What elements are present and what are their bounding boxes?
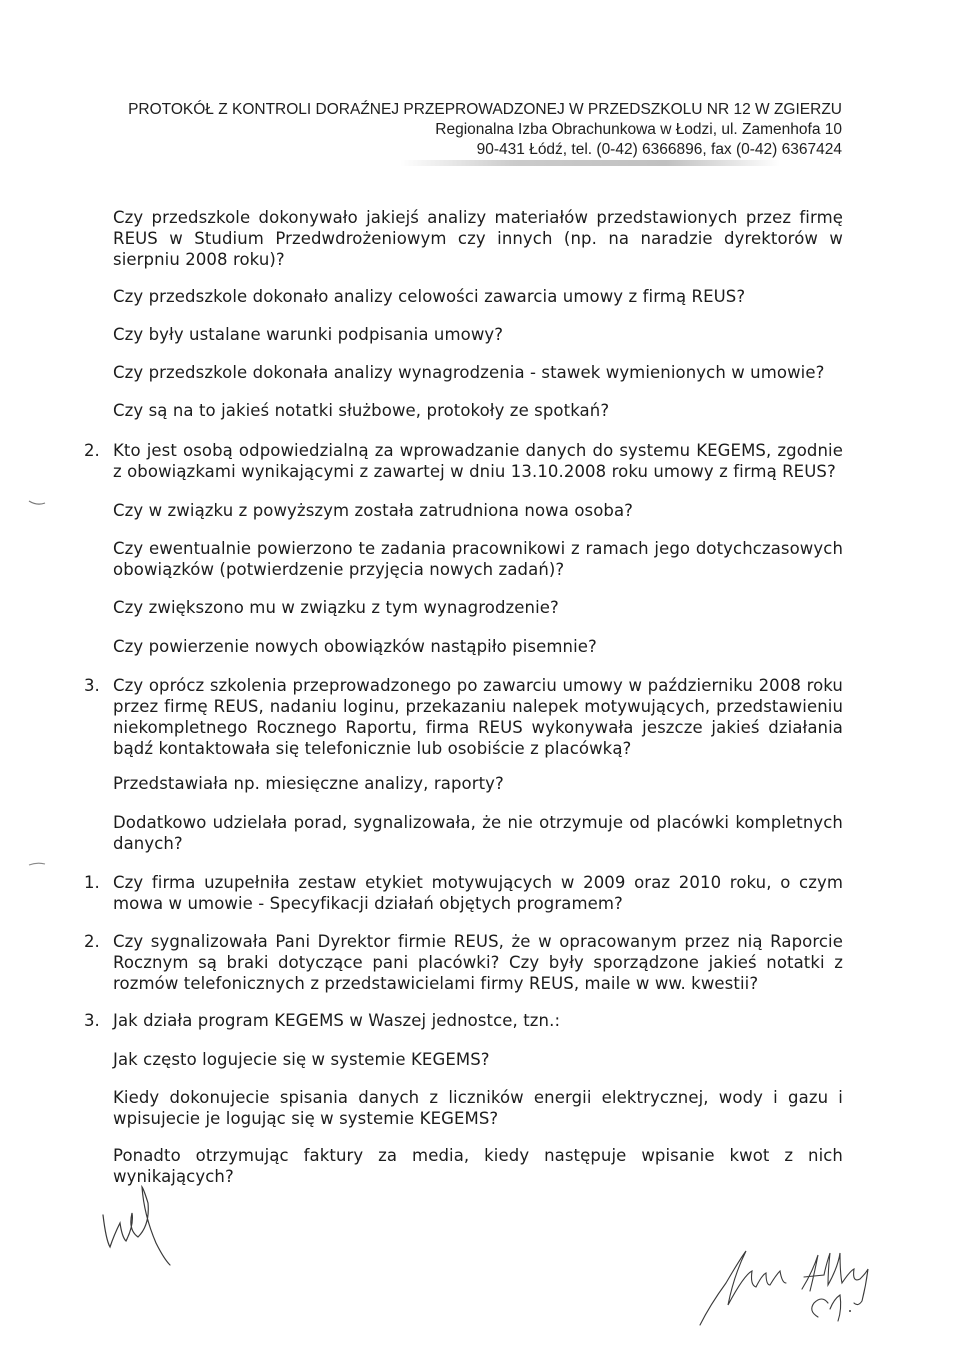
paragraph-13: Dodatkowo udzielała porad, sygnalizowała, że nie otrzymuje od placówki kompletnych danych? [113,813,843,853]
handwritten-signature [690,1245,930,1330]
item-number-1: 1. [84,873,100,892]
item-number-3b: 3. [84,1011,100,1030]
paragraph-3: Czy były ustalane warunki podpisania umowy? [113,325,504,344]
paragraph-4: Czy przedszkole dokonała analizy wynagrodzenia - stawek wymienionych w umowie? [113,363,825,382]
paragraph-2: Czy przedszkole dokonało analizy celowości zawarcia umowy z firmą REUS? [113,287,746,306]
paragraph-19: Ponadto otrzymując faktury za media, kiedy następuje wpisanie kwot z nich wynikających? [113,1146,843,1186]
margin-tick [28,500,46,506]
header-institution: Regionalna Izba Obrachunkowa w Łodzi, ul. Zamenhofa 10 [435,121,842,138]
item-number-3: 3. [84,676,100,695]
header-contact: 90-431 Łódź, tel. (0-42) 6366896, fax (0-42) 6367424 [476,141,842,158]
paragraph-9: Czy zwiększono mu w związku z tym wynagrodzenie? [113,598,559,617]
paragraph-14: Czy firma uzupełniła zestaw etykiet motywujących w 2009 oraz 2010 roku, o czym mowa w umowie - Specyfikacji działań objętych programem? [113,873,843,913]
paragraph-7: Czy w związku z powyższym została zatrudniona nowa osoba? [113,501,634,520]
header-title: PROTOKÓŁ Z KONTROLI DORAŹNEJ PRZEPROWADZONEJ W PRZEDSZKOLU NR 12 W ZGIERZU [128,101,842,118]
paragraph-17: Jak często logujecie się w systemie KEGEMS? [113,1050,490,1069]
paragraph-11: Czy oprócz szkolenia przeprowadzonego po zawarciu umowy w październiku 2008 roku przez firmę REUS, nadaniu loginu, przekazaniu nalepek motywujących, przedstawieniu niekompletnego Rocznego Raportu, firma REUS wykonywała jeszcze jakieś działania bądź kontaktowała się telefonicznie lub osobiście z placówką? [113,676,843,758]
paragraph-10: Czy powierzenie nowych obowiązków nastąpiło pisemnie? [113,637,597,656]
paragraph-5: Czy są na to jakieś notatki służbowe, protokoły ze spotkań? [113,401,610,420]
paragraph-6: Kto jest osobą odpowiedzialną za wprowadzanie danych do systemu KEGEMS, zgodnie z obowiązkami wynikającymi z zawartej w dniu 13.10.2008 roku umowy z firmą REUS? [113,441,843,481]
paragraph-15: Czy sygnalizowała Pani Dyrektor firmie REUS, że w opracowanym przez nią Raporcie Rocznym są braki dotyczące pani placówki? Czy były sporządzone jakieś notatki z rozmów telefonicznych z przedstawicielami firmy REUS, maile w ww. kwestii? [113,932,843,993]
item-number-2b: 2. [84,932,100,951]
paragraph-16: Jak działa program KEGEMS w Waszej jednostce, tzn.: [113,1011,561,1030]
paragraph-1: Czy przedszkole dokonywało jakiejś analizy materiałów przedstawionych przez firmę REUS w Studium Przedwdrożeniowym czy innych (np. na naradzie dyrektorów w sierpniu 2008 roku)? [113,208,843,269]
margin-tick [28,862,46,868]
initials-signature [98,1185,188,1270]
header-rule [400,160,780,166]
paragraph-8: Czy ewentualnie powierzono te zadania pracownikowi z ramach jego dotychczasowych obowiązków (potwierdzenie przyjęcia nowych zadań)? [113,539,843,579]
document-header [128,100,842,160]
item-number-2: 2. [84,441,100,460]
paragraph-12: Przedstawiała np. miesięczne analizy, raporty? [113,774,504,793]
paragraph-18: Kiedy dokonujecie spisania danych z liczników energii elektrycznej, wody i gazu i wpisujecie je logując się w systemie KEGEMS? [113,1088,843,1128]
